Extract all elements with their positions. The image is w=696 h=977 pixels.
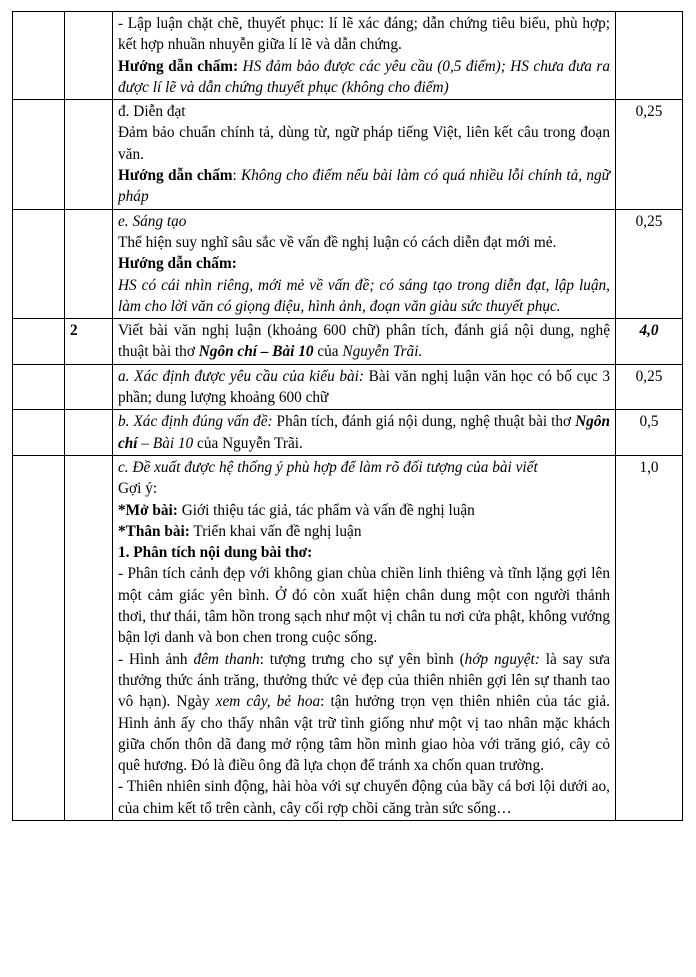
table-row: [13, 12, 683, 100]
criteria-cell: [113, 100, 616, 209]
criteria-paragraph: [118, 232, 610, 253]
table-row: [13, 209, 683, 318]
table-row: [13, 100, 683, 209]
criteria-cell: [113, 209, 616, 318]
text-run: Giới thiệu tác giả, tác phẩm và vấn đề nghị luận: [177, 501, 475, 519]
table-row: [13, 319, 683, 365]
text-run: Thể hiện suy nghĩ sâu sắc về vấn đề nghị luận có cách diễn đạt mới mẻ.: [118, 233, 557, 251]
text-run: *Mở bài:: [118, 501, 178, 519]
criteria-cell: [113, 319, 616, 365]
criteria-paragraph: [118, 542, 610, 563]
criteria-paragraph: [118, 13, 610, 56]
question-number-cell: [65, 100, 113, 209]
text-run: c. Đề xuất được hệ thống ý phù hợp để làm rõ đối tượng của bài viết: [118, 458, 538, 476]
text-run: Gợi ý:: [118, 480, 158, 498]
text-run: là say sưa thưởng thức ánh trăng, thưởng thức vẻ đẹp của thiên nhiên gợi lên sự thanh tao vô hạn). Ngày: [118, 650, 611, 711]
score-cell: 4,0: [616, 319, 683, 365]
score-cell: [616, 12, 683, 100]
text-run: của: [313, 343, 343, 361]
table-row: [13, 364, 683, 410]
table-row: [13, 455, 683, 820]
text-run: - Lập luận chặt chẽ, thuyết phục: lí lẽ xác đáng; dẫn chứng tiêu biểu, phù hợp; kết hợp nhuần nhuyễn giữa lí lẽ và dẫn chứng.: [118, 15, 610, 54]
text-run: –: [137, 434, 153, 452]
text-run: HS đảm bảo được các yêu cầu (0,5 điểm); HS chưa đưa ra được lí lẽ và dẫn chứng thuyết phục (không cho điểm): [118, 57, 610, 96]
criteria-paragraph: [118, 366, 610, 409]
score-cell: 0,25: [616, 100, 683, 209]
text-run: Ngôn chí – Bài 10: [198, 343, 314, 361]
criteria-cell: [113, 410, 616, 456]
text-run: Nguyễn Trãi.: [342, 343, 423, 361]
criteria-paragraph: [118, 122, 610, 165]
text-run: xem cây, bẻ hoa: [215, 693, 321, 711]
criteria-paragraph: [118, 457, 610, 478]
text-run: đ. Diễn đạt: [118, 103, 186, 121]
text-run: đêm thanh: [193, 650, 260, 668]
criteria-cell: [113, 12, 616, 100]
text-run: b. Xác định đúng vấn đề:: [118, 413, 273, 431]
question-number-cell: [65, 410, 113, 456]
criteria-paragraph: [118, 56, 610, 99]
table-row: [13, 410, 683, 456]
blank-cell: [13, 319, 65, 365]
text-run: của Nguyễn Trãi.: [193, 434, 303, 452]
text-run: :: [232, 167, 242, 185]
grading-table: [12, 11, 683, 821]
criteria-paragraph: [118, 563, 610, 648]
text-run: Phân tích, đánh giá nội dung, nghệ thuật bài thơ: [272, 413, 576, 431]
text-run: - Thiên nhiên sinh động, hài hòa với sự chuyển động của bầy cá bơi lội dưới ao, của chim kết tổ trên cành, cây cối rợp chồi căng tràn sức sống…: [118, 778, 610, 817]
text-run: Bài 10: [152, 434, 194, 452]
score-cell: 1,0: [616, 455, 683, 820]
criteria-paragraph: [118, 776, 610, 819]
text-run: : tận hưởng trọn vẹn thiên nhiên của tác giả. Hình ảnh ấy cho thấy nhân vật trữ tình giống như một vị tao nhân mặc khách giữa chốn thôn dã đang mở rộng tâm hồn mình giao hòa với trăng gió, cây cỏ quê hương. Đó là điều ông đã lựa chọn để tránh xa chốn quan trường.: [118, 693, 610, 775]
blank-cell: [13, 100, 65, 209]
criteria-paragraph: [118, 165, 610, 208]
text-run: e. Sáng tạo: [118, 212, 187, 230]
question-number-cell: [65, 364, 113, 410]
text-run: Viết bài văn nghị luận (khoảng 600 chữ) phân tích, đánh giá nội dung, nghệ thuật bài thơ: [118, 322, 610, 361]
blank-cell: [13, 364, 65, 410]
text-run: : tượng trưng cho sự yên bình (: [259, 650, 465, 668]
blank-cell: [13, 209, 65, 318]
criteria-paragraph: [118, 649, 610, 777]
question-number-cell: [65, 209, 113, 318]
criteria-paragraph: [118, 500, 610, 521]
criteria-paragraph: [118, 275, 610, 318]
text-run: 1. Phân tích nội dung bài thơ:: [118, 544, 313, 562]
text-run: a. Xác định được yêu cầu của kiểu bài:: [118, 367, 364, 385]
text-run: Ngôn chí: [118, 413, 610, 452]
blank-cell: [13, 455, 65, 820]
question-number-cell: [65, 12, 113, 100]
text-run: Hướng dẫn chấm:: [118, 255, 237, 273]
criteria-cell: [113, 455, 616, 820]
text-run: Không cho điểm nếu bài làm có quá nhiều lỗi chính tả, ngữ pháp: [118, 167, 610, 206]
text-run: Hướng dẫn chấm:: [118, 57, 243, 75]
text-run: - Hình ảnh: [118, 650, 194, 668]
criteria-paragraph: [118, 253, 610, 274]
score-cell: 0,25: [616, 209, 683, 318]
criteria-cell: [113, 364, 616, 410]
text-run: *Thân bài:: [118, 522, 190, 540]
criteria-paragraph: [118, 320, 610, 363]
criteria-paragraph: [118, 411, 610, 454]
criteria-paragraph: [118, 521, 610, 542]
grading-table-body: [13, 12, 683, 821]
score-cell: 0,25: [616, 364, 683, 410]
text-run: Bài văn nghị luận văn học có bố cục 3 phần; dung lượng khoảng 600 chữ: [118, 367, 610, 407]
text-run: hớp nguyệt:: [464, 650, 540, 668]
score-cell: 0,5: [616, 410, 683, 456]
question-number-cell: 2: [65, 319, 113, 365]
blank-cell: [13, 12, 65, 100]
text-run: Đảm bảo chuẩn chính tả, dùng từ, ngữ pháp tiếng Việt, liên kết câu trong đoạn văn.: [118, 124, 610, 163]
criteria-paragraph: [118, 101, 610, 122]
criteria-paragraph: [118, 478, 610, 499]
text-run: Triển khai vấn đề nghị luận: [189, 522, 362, 540]
text-run: HS có cái nhìn riêng, mới mẻ về vấn đề; có sáng tạo trong diễn đạt, lập luận, làm cho lời văn có giọng điệu, hình ảnh, đoạn văn giàu sức thuyết phục.: [118, 276, 610, 315]
blank-cell: [13, 410, 65, 456]
question-number-cell: [65, 455, 113, 820]
text-run: Hướng dẫn chấm: [118, 167, 233, 185]
criteria-paragraph: [118, 211, 610, 232]
text-run: - Phân tích cảnh đẹp với không gian chùa chiền linh thiêng và tĩnh lặng gợi lên một cảm giác yên bình. Ở đó còn xuất hiện chân dung một con người thảnh thơi, thư thái, tâm hồn trong sạch như một vị chân tu nơi cửa phật, không vướng bận lợi danh và bon chen trong cuộc sống.: [118, 565, 610, 647]
